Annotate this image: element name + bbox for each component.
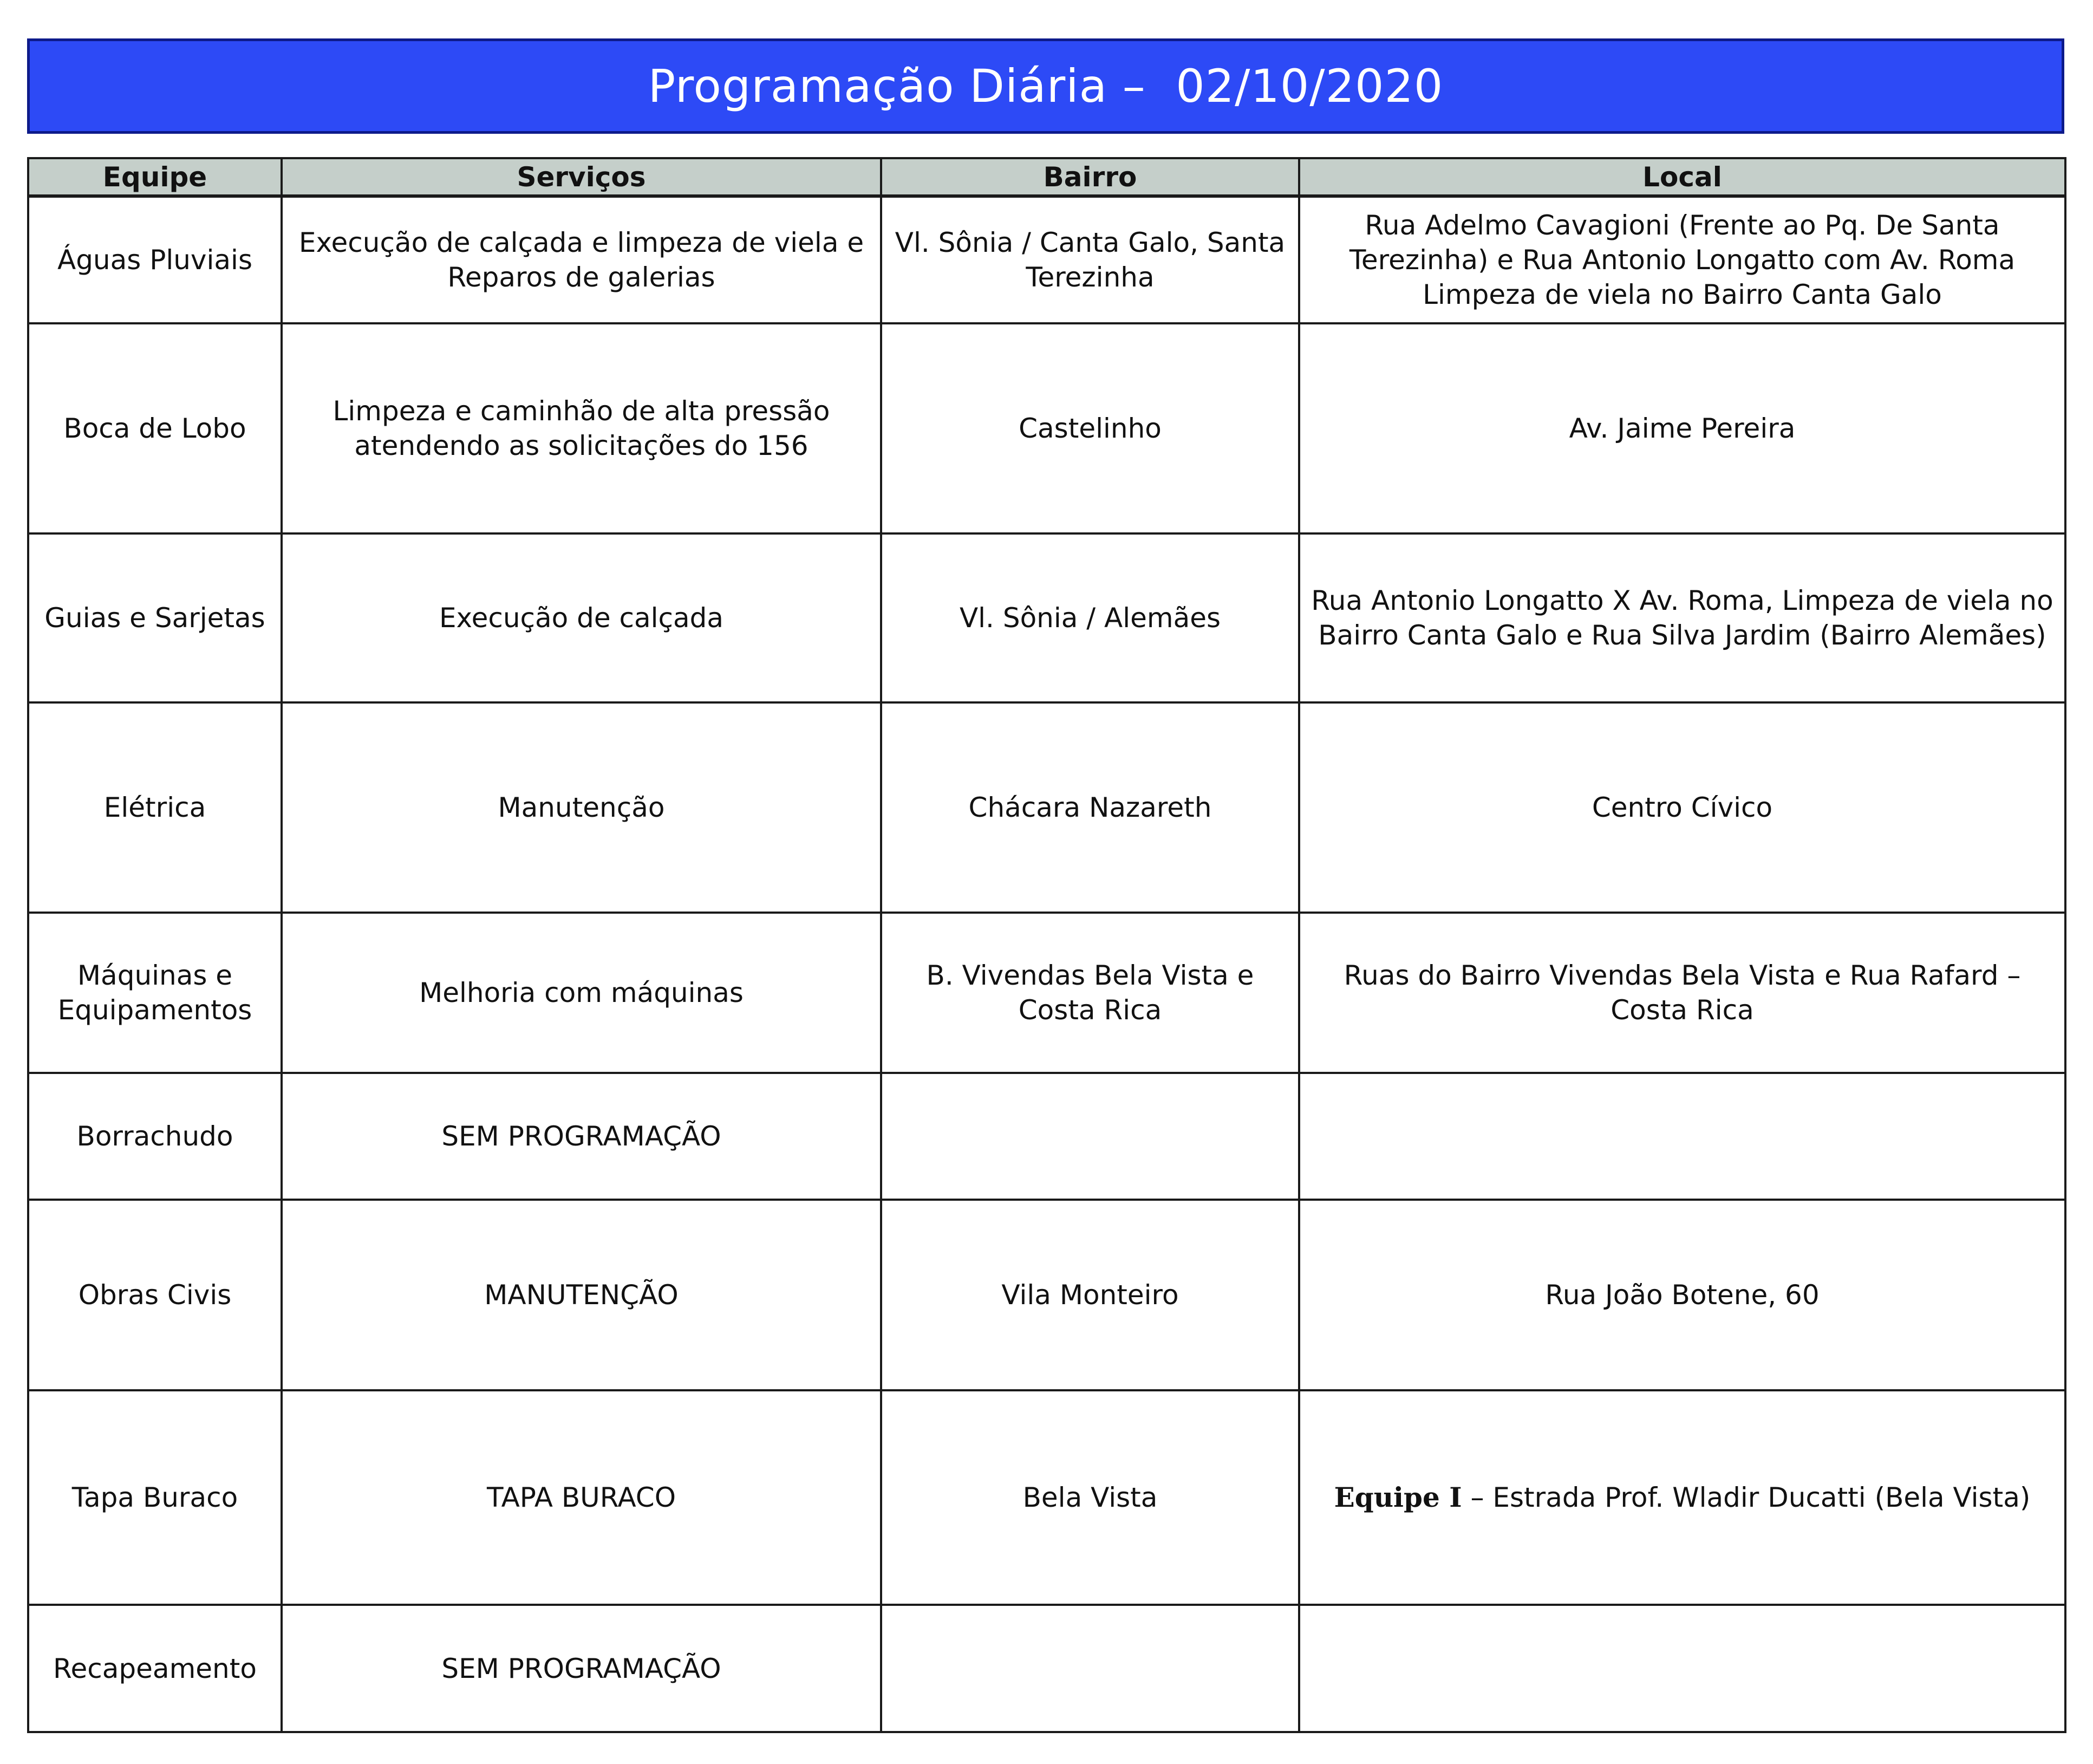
cell-local: Rua Adelmo Cavagioni (Frente ao Pq. De Santa Terezinha) e Rua Antonio Longatto com Av. Roma Limpeza de viela no Bairro Canta Galo [1299,196,2065,323]
local-prefix: Equipe I [1334,1481,1462,1513]
header-bairro: Bairro [881,158,1299,196]
header-local: Local [1299,158,2065,196]
header-equipe: Equipe [28,158,282,196]
cell-bairro: Bela Vista [881,1390,1299,1605]
cell-bairro: Vl. Sônia / Canta Galo, Santa Terezinha [881,196,1299,323]
cell-servicos: Execução de calçada [282,533,881,702]
cell-bairro: Chácara Nazareth [881,702,1299,913]
cell-bairro [881,1605,1299,1732]
page-title: Programação Diária – 02/10/2020 [648,60,1444,113]
cell-bairro [881,1073,1299,1200]
title-bar [27,38,2064,134]
cell-servicos: Limpeza e caminhão de alta pressão atendendo as solicitações do 156 [282,323,881,533]
cell-equipe: Guias e Sarjetas [28,533,282,702]
cell-servicos: Execução de calçada e limpeza de viela e Reparos de galerias [282,196,881,323]
cell-servicos: TAPA BURACO [282,1390,881,1605]
cell-servicos: SEM PROGRAMAÇÃO [282,1605,881,1732]
table-row [28,1605,2065,1732]
cell-local: Rua Antonio Longatto X Av. Roma, Limpeza de viela no Bairro Canta Galo e Rua Silva Jardim (Bairro Alemães) [1299,533,2065,702]
cell-local: Rua João Botene, 60 [1299,1200,2065,1390]
table-row [28,913,2065,1073]
cell-equipe: Boca de Lobo [28,323,282,533]
local-text: – Estrada Prof. Wladir Ducatti (Bela Vista) [1462,1482,2031,1513]
cell-equipe: Borrachudo [28,1073,282,1200]
cell-equipe: Recapeamento [28,1605,282,1732]
cell-local [1299,1073,2065,1200]
cell-bairro: Castelinho [881,323,1299,533]
cell-local: Centro Cívico [1299,702,2065,913]
table-row [28,323,2065,533]
header-row [28,158,2065,196]
schedule-table [27,157,2066,1733]
table-row [28,196,2065,323]
cell-local: Av. Jaime Pereira [1299,323,2065,533]
table-row [28,533,2065,702]
cell-local [1299,1390,2065,1605]
table-row [28,1390,2065,1605]
table-row [28,1073,2065,1200]
cell-equipe: Máquinas e Equipamentos [28,913,282,1073]
table-row [28,702,2065,913]
cell-equipe: Águas Pluviais [28,196,282,323]
cell-bairro: Vila Monteiro [881,1200,1299,1390]
cell-servicos: MANUTENÇÃO [282,1200,881,1390]
cell-equipe: Elétrica [28,702,282,913]
header-servicos: Serviços [282,158,881,196]
cell-bairro: Vl. Sônia / Alemães [881,533,1299,702]
table-row [28,1200,2065,1390]
cell-local: Ruas do Bairro Vivendas Bela Vista e Rua Rafard – Costa Rica [1299,913,2065,1073]
cell-servicos: Manutenção [282,702,881,913]
cell-local [1299,1605,2065,1732]
cell-servicos: SEM PROGRAMAÇÃO [282,1073,881,1200]
cell-servicos: Melhoria com máquinas [282,913,881,1073]
cell-equipe: Tapa Buraco [28,1390,282,1605]
cell-equipe: Obras Civis [28,1200,282,1390]
cell-bairro: B. Vivendas Bela Vista e Costa Rica [881,913,1299,1073]
